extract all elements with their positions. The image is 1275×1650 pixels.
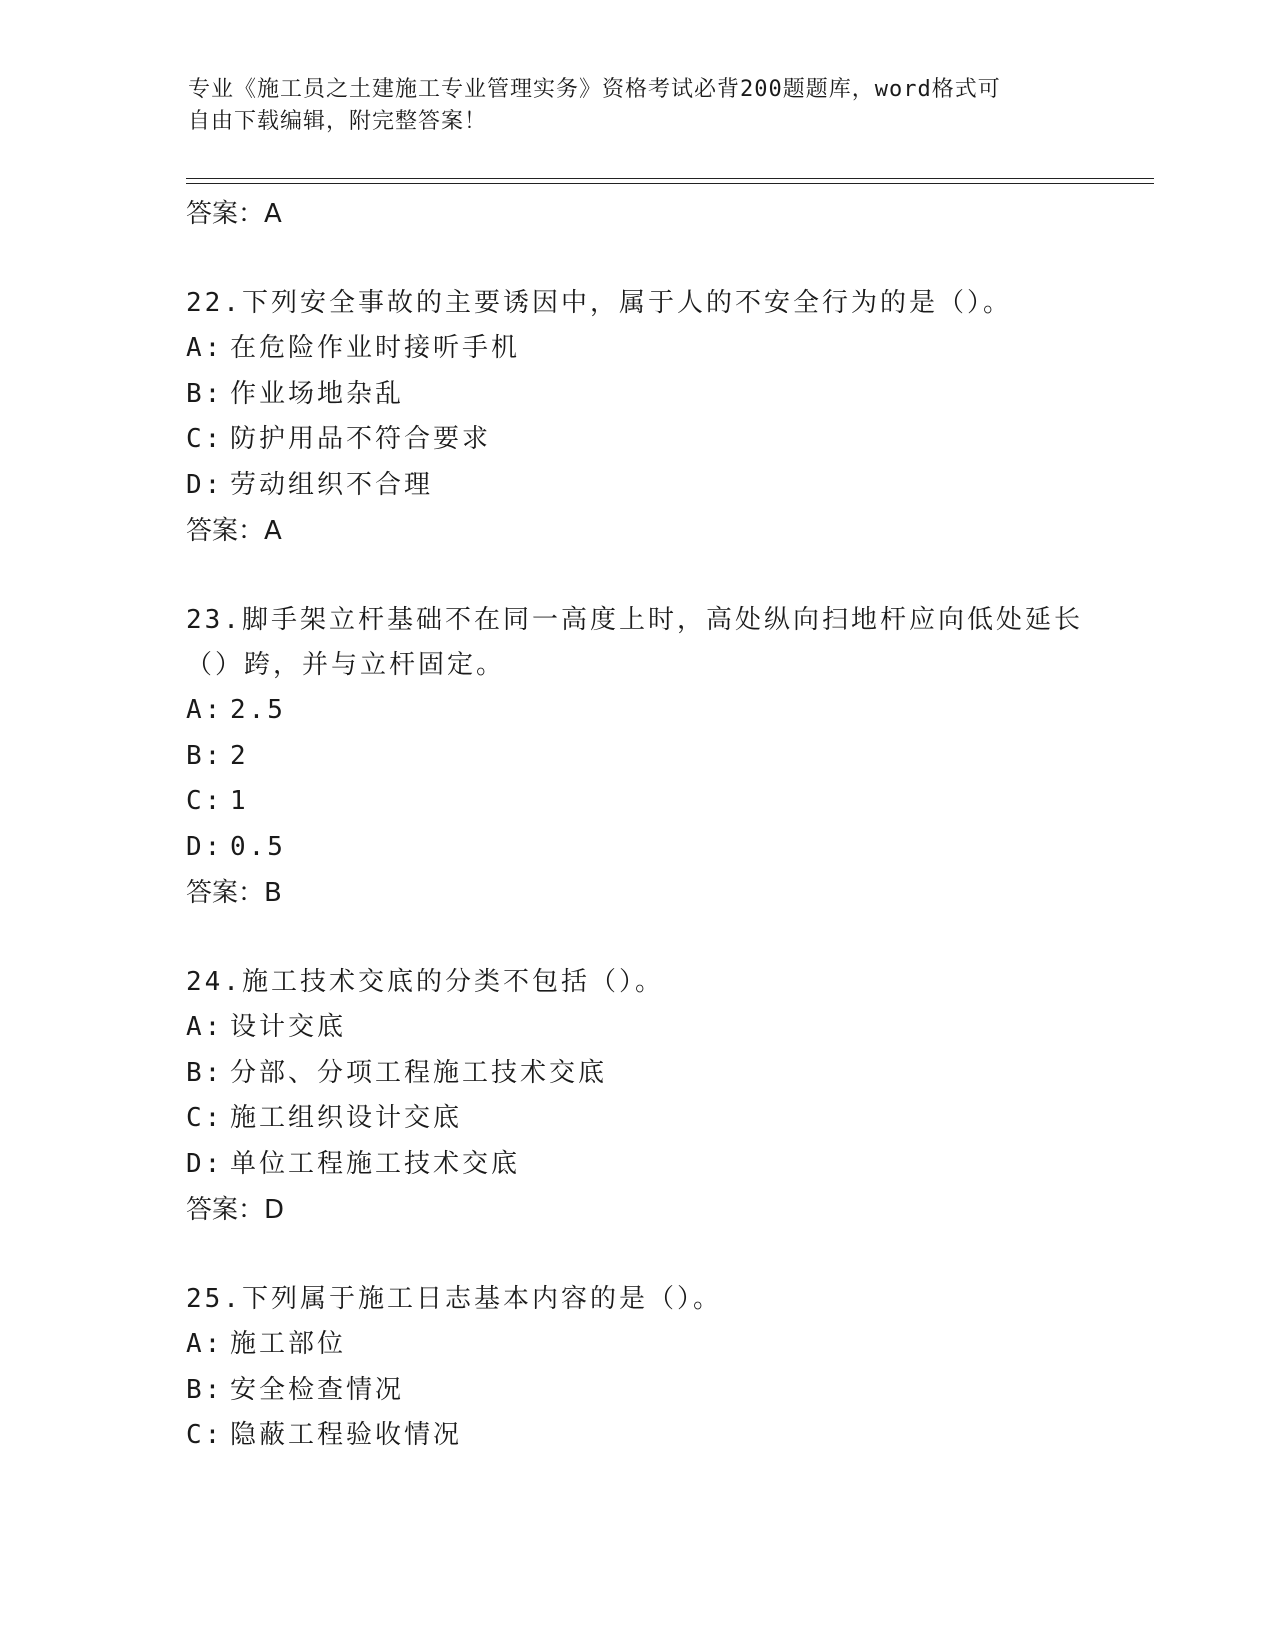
question-text: 22.下列安全事故的主要诱因中，属于人的不安全行为的是（）。 xyxy=(186,288,1012,318)
option-text: 防护用品不符合要求 xyxy=(230,424,492,454)
option-a xyxy=(186,326,1086,372)
answer-label: 答案： xyxy=(186,1195,265,1225)
option-text: 施工组织设计交底 xyxy=(230,1103,463,1133)
question-block xyxy=(186,1277,1086,1459)
option-a xyxy=(186,1322,1086,1368)
option-c xyxy=(186,1096,1086,1142)
option-text: 分部、分项工程施工技术交底 xyxy=(230,1057,608,1088)
option-letter: C: xyxy=(186,1103,224,1133)
answer-value: A xyxy=(264,199,282,229)
header-line-2: 自由下载编辑，附完整答案！ xyxy=(188,109,488,134)
option-letter: A: xyxy=(186,333,224,363)
option-c xyxy=(186,779,1086,825)
answer-line xyxy=(186,508,1086,554)
option-text: 隐蔽工程验收情况 xyxy=(230,1420,463,1450)
option-b xyxy=(186,1051,1086,1097)
option-b xyxy=(186,1368,1086,1414)
spacer xyxy=(186,1233,1086,1277)
answer-line xyxy=(186,191,1086,237)
option-b xyxy=(186,734,1086,780)
question-text-continued: （）跨，并与立杆固定。 xyxy=(186,650,506,680)
option-letter: C: xyxy=(186,424,224,454)
option-text: 在危险作业时接听手机 xyxy=(230,333,521,363)
answer-label: 答案： xyxy=(186,516,265,546)
option-c xyxy=(186,1413,1086,1459)
answer-value: B xyxy=(264,878,282,908)
option-a xyxy=(186,688,1086,734)
answer-value: A xyxy=(264,516,282,546)
option-letter: C: xyxy=(186,1420,224,1450)
option-text: 2.5 xyxy=(230,695,286,725)
option-text: 设计交底 xyxy=(230,1012,347,1042)
answer-label: 答案： xyxy=(186,878,265,908)
question-text: 23.脚手架立杆基础不在同一高度上时，高处纵向扫地杆应向低处延长 xyxy=(186,605,1083,635)
question-block xyxy=(186,960,1086,1233)
spacer xyxy=(186,916,1086,960)
option-text: 劳动组织不合理 xyxy=(230,469,434,500)
option-text: 0.5 xyxy=(230,831,286,862)
option-text: 1 xyxy=(230,786,249,816)
option-b xyxy=(186,372,1086,418)
question-text: 24.施工技术交底的分类不包括（）。 xyxy=(186,967,664,997)
option-text: 作业场地杂乱 xyxy=(230,378,405,409)
option-text: 安全检查情况 xyxy=(230,1374,405,1405)
option-d xyxy=(186,825,1086,871)
spacer xyxy=(186,554,1086,598)
option-letter: A: xyxy=(186,1012,224,1042)
option-letter: B: xyxy=(186,1374,224,1405)
option-letter: B: xyxy=(186,378,224,409)
option-letter: D: xyxy=(186,1148,224,1179)
option-c xyxy=(186,417,1086,463)
option-d xyxy=(186,1142,1086,1188)
header-divider-top xyxy=(186,178,1154,179)
page-header xyxy=(188,74,1088,138)
question-text: 25.下列属于施工日志基本内容的是（）。 xyxy=(186,1284,722,1314)
option-a xyxy=(186,1005,1086,1051)
option-text: 单位工程施工技术交底 xyxy=(230,1148,521,1179)
answer-line xyxy=(186,1187,1086,1233)
header-line-1: 专业《施工员之土建施工专业管理实务》资格考试必背200题题库，word格式可 xyxy=(188,77,1001,102)
option-text: 施工部位 xyxy=(230,1329,347,1359)
option-letter: A: xyxy=(186,1329,224,1359)
question-block xyxy=(186,281,1086,554)
option-d xyxy=(186,463,1086,509)
answer-value: D xyxy=(264,1195,285,1225)
answer-label: 答案： xyxy=(186,199,265,229)
option-letter: D: xyxy=(186,831,224,862)
spacer xyxy=(186,237,1086,281)
question-block xyxy=(186,598,1086,916)
option-letter: C: xyxy=(186,786,224,816)
option-letter: D: xyxy=(186,469,224,500)
question-list xyxy=(186,191,1086,1459)
option-letter: B: xyxy=(186,740,224,771)
option-letter: A: xyxy=(186,695,224,725)
header-divider-bottom xyxy=(186,183,1154,184)
answer-line xyxy=(186,870,1086,916)
option-text: 2 xyxy=(230,740,249,771)
option-letter: B: xyxy=(186,1057,224,1088)
